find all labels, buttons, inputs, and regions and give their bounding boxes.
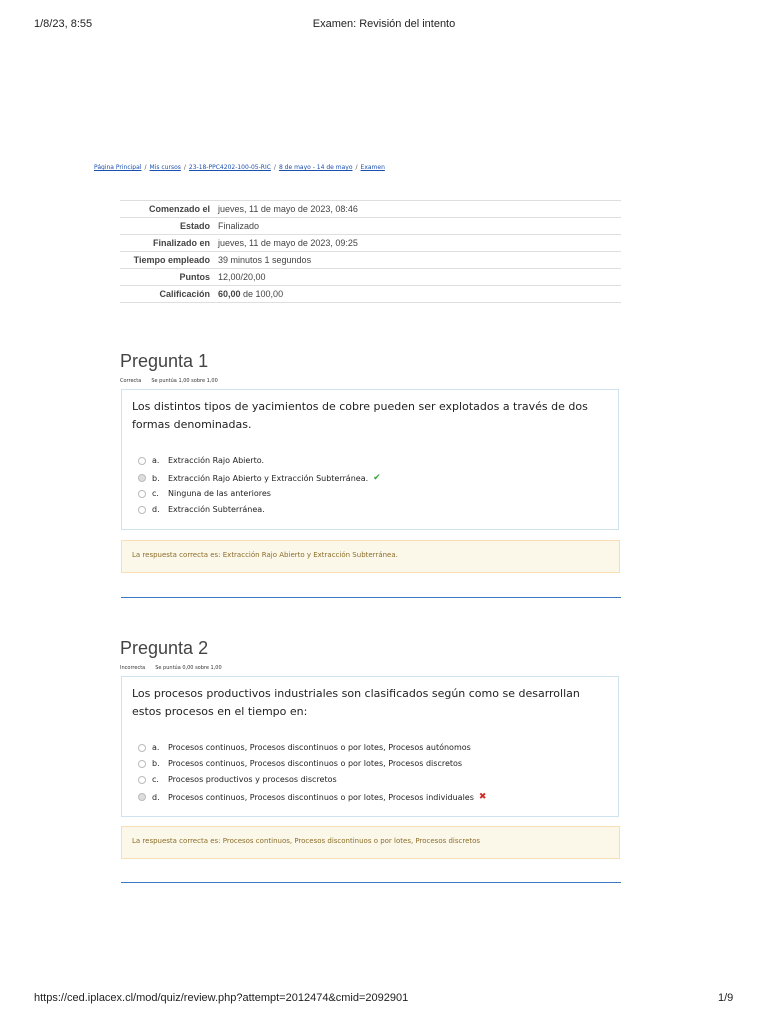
print-title: Examen: Revisión del intento xyxy=(312,18,456,30)
option-letter: c. xyxy=(152,489,159,498)
answer-option-a[interactable] xyxy=(138,743,471,752)
question-text: Los procesos productivos industriales son clasificados según como se desarrollan estos procesos en el tiempo en: xyxy=(132,687,580,718)
answer-option-d[interactable] xyxy=(138,792,486,802)
radio-icon[interactable] xyxy=(138,760,146,768)
summary-value xyxy=(214,286,621,303)
answer-option-c[interactable] xyxy=(138,775,337,784)
summary-label: Estado xyxy=(120,218,214,235)
print-page-number: 1/9 xyxy=(718,992,734,1004)
radio-icon[interactable] xyxy=(138,490,146,498)
question-number: 2 xyxy=(198,638,209,658)
summary-label: Tiempo empleado xyxy=(120,252,214,269)
breadcrumb-course-link[interactable]: 23-18-PPC4202-100-05-RIC xyxy=(188,164,271,171)
radio-icon[interactable] xyxy=(138,506,146,514)
breadcrumb xyxy=(94,164,385,171)
question-1-feedback: La respuesta correcta es: Extracción Rajo Abierto y Extracción Subterránea. xyxy=(121,540,620,573)
question-1-info xyxy=(120,378,218,384)
question-title-word: Pregunta xyxy=(120,638,194,658)
breadcrumb-week-link[interactable]: 8 de mayo - 14 de mayo xyxy=(278,164,353,171)
grade-value: 60,00 xyxy=(218,289,241,299)
summary-row-time-taken xyxy=(120,252,621,269)
breadcrumb-separator: / xyxy=(144,164,147,171)
answer-option-b[interactable] xyxy=(138,759,462,768)
summary-value: 39 minutos 1 segundos xyxy=(214,252,621,269)
question-number: 1 xyxy=(198,351,209,371)
option-text: Ninguna de las anteriores xyxy=(168,489,271,498)
question-divider xyxy=(121,597,621,598)
option-text: Procesos continuos, Procesos discontinuos o por lotes, Procesos individuales xyxy=(168,792,474,802)
radio-selected-icon[interactable] xyxy=(138,793,146,801)
summary-value: Finalizado xyxy=(214,218,621,235)
print-url: https://ced.iplacex.cl/mod/quiz/review.php?attempt=2012474&cmid=2092901 xyxy=(34,992,409,1004)
breadcrumb-separator: / xyxy=(355,164,358,171)
answer-option-c[interactable] xyxy=(138,489,271,498)
option-letter: a. xyxy=(152,743,160,752)
option-letter: d. xyxy=(152,792,160,802)
cross-icon: ✖ xyxy=(478,792,487,802)
question-title-word: Pregunta xyxy=(120,351,194,371)
answer-option-b[interactable] xyxy=(138,473,381,483)
summary-label: Finalizado en xyxy=(120,235,214,252)
breadcrumb-separator: / xyxy=(183,164,186,171)
summary-label: Comenzado el xyxy=(120,201,214,218)
checkmark-icon: ✔ xyxy=(373,473,381,483)
breadcrumb-my-courses-link[interactable]: Mis cursos xyxy=(149,164,181,171)
summary-value: jueves, 11 de mayo de 2023, 09:25 xyxy=(214,235,621,252)
answer-option-a[interactable] xyxy=(138,456,264,465)
option-letter: b. xyxy=(152,473,160,483)
question-status: Incorrecta xyxy=(120,665,146,671)
radio-icon[interactable] xyxy=(138,744,146,752)
option-letter: d. xyxy=(152,505,160,514)
radio-icon[interactable] xyxy=(138,457,146,465)
question-2-info xyxy=(120,665,222,671)
question-2-feedback: La respuesta correcta es: Procesos continuos, Procesos discontinuos o por lotes, Procesos discretos xyxy=(121,826,620,859)
option-text: Extracción Rajo Abierto. xyxy=(168,456,265,465)
question-status: Correcta xyxy=(120,378,142,384)
question-2-box xyxy=(121,676,619,817)
breadcrumb-home-link[interactable]: Página Principal xyxy=(94,164,142,171)
question-score: Se puntúa 0,00 sobre 1,00 xyxy=(155,665,222,671)
summary-row-grade xyxy=(120,286,621,303)
option-text: Extracción Rajo Abierto y Extracción Subterránea. xyxy=(168,473,369,483)
option-text: Procesos continuos, Procesos discontinuos o por lotes, Procesos autónomos xyxy=(168,743,471,752)
summary-label: Puntos xyxy=(120,269,214,286)
summary-row-finished xyxy=(120,235,621,252)
option-text: Procesos productivos y procesos discretos xyxy=(168,775,337,784)
summary-value: jueves, 11 de mayo de 2023, 08:46 xyxy=(214,201,621,218)
question-divider xyxy=(121,882,621,883)
answer-option-d[interactable] xyxy=(138,505,265,514)
summary-value: 12,00/20,00 xyxy=(214,269,621,286)
radio-icon[interactable] xyxy=(138,776,146,784)
question-1-title xyxy=(120,351,208,372)
option-letter: c. xyxy=(152,775,159,784)
breadcrumb-exam-link[interactable]: Examen xyxy=(360,164,385,171)
option-text: Extracción Subterránea. xyxy=(168,505,265,514)
attempt-summary-table xyxy=(120,200,621,303)
option-text: Procesos continuos, Procesos discontinuos o por lotes, Procesos discretos xyxy=(168,759,463,768)
summary-label: Calificación xyxy=(120,286,214,303)
question-1-box xyxy=(121,389,619,530)
question-score: Se puntúa 1,00 sobre 1,00 xyxy=(151,378,218,384)
radio-selected-icon[interactable] xyxy=(138,474,146,482)
question-2-title xyxy=(120,638,208,659)
print-datetime: 1/8/23, 8:55 xyxy=(34,18,93,30)
option-letter: a. xyxy=(152,456,160,465)
breadcrumb-separator: / xyxy=(273,164,276,171)
summary-row-state xyxy=(120,218,621,235)
grade-max: de 100,00 xyxy=(240,289,284,299)
summary-row-started xyxy=(120,201,621,218)
question-text: Los distintos tipos de yacimientos de cobre pueden ser explotados a través de dos formas denominadas. xyxy=(132,400,588,431)
summary-row-points xyxy=(120,269,621,286)
option-letter: b. xyxy=(152,759,160,768)
